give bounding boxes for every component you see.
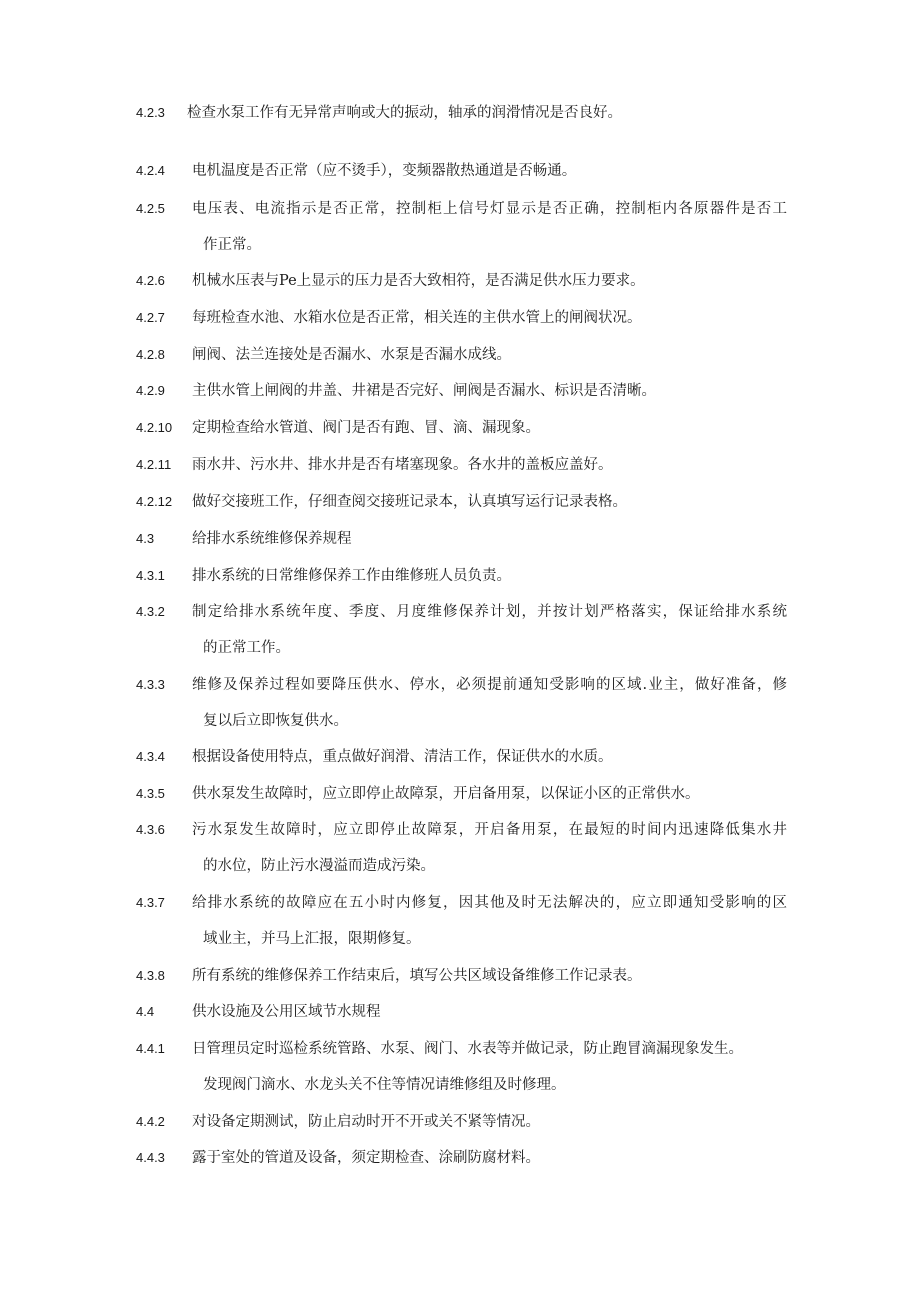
- clause-line: 电机温度是否正常（应不烫手），变频器散热通道是否畅通。: [192, 163, 577, 179]
- clause-number: 4.2.6: [136, 273, 165, 288]
- clause-line: 污水泵发生故障时，应立即停止故障泵，开启备用泵，在最短的时间内迅速降低集水井: [192, 822, 787, 838]
- section-number: 4.4: [136, 1004, 155, 1019]
- clause-line: 供水泵发生故障时，应立即停止故障泵，开启备用泵，以保证小区的正常供水。: [192, 786, 700, 802]
- clause-line: 根据设备使用特点，重点做好润滑、清洁工作，保证供水的水质。: [192, 749, 613, 765]
- clause-text: [192, 600, 787, 672]
- clause-line: 做好交接班工作，仔细查阅交接班记录本，认真填写运行记录表格。: [192, 494, 627, 510]
- clause-text: [192, 964, 787, 1000]
- clause-text: [192, 343, 787, 379]
- clause-text: [187, 101, 782, 137]
- clause-line: 所有系统的维修保养工作结束后，填写公共区域设备维修工作记录表。: [192, 968, 642, 984]
- clause-number: 4.3.1: [136, 568, 165, 583]
- clause-text: [192, 745, 787, 781]
- clause-line: 复以后立即恢复供水。: [203, 713, 348, 729]
- clause-line: 作正常。: [203, 237, 261, 253]
- clause-number: 4.4.2: [136, 1114, 165, 1129]
- section-number: 4.3: [136, 531, 155, 546]
- clause-line: 电压表、电流指示是否正常，控制柜上信号灯显示是否正确，控制柜内各原器件是否工: [192, 201, 787, 217]
- clause-text: [192, 1110, 787, 1146]
- clause-text: [192, 379, 787, 415]
- section-title: [192, 527, 787, 563]
- clause-number: 4.3.7: [136, 895, 165, 910]
- clause-line: 对设备定期测试，防止启动时开不开或关不紧等情况。: [192, 1114, 540, 1130]
- clause-number: 4.3.4: [136, 749, 165, 764]
- clause-text: [192, 416, 787, 452]
- clause-number: 4.3.3: [136, 677, 165, 692]
- clause-number: 4.2.12: [136, 494, 173, 509]
- clause-line: 的正常工作。: [203, 640, 290, 656]
- clause-number: 4.3.6: [136, 822, 165, 837]
- clause-number: 4.2.5: [136, 201, 165, 216]
- clause-line: 机械水压表与Pe上显示的压力是否大致相符，是否满足供水压力要求。: [192, 273, 645, 289]
- clause-line: 雨水井、污水井、排水井是否有堵塞现象。各水井的盖板应盖好。: [192, 457, 613, 473]
- clause-line: 给排水系统的故障应在五小时内修复，因其他及时无法解决的，应立即通知受影响的区: [192, 895, 787, 911]
- clause-number: 4.3.5: [136, 786, 165, 801]
- clause-number: 4.2.11: [136, 457, 172, 472]
- clause-line: 每班检查水池、水箱水位是否正常，相关连的主供水管上的闸阀状况。: [192, 310, 642, 326]
- clause-line: 主供水管上闸阀的井盖、井裙是否完好、闸阀是否漏水、标识是否清晰。: [192, 383, 656, 399]
- section-title: [192, 1000, 787, 1036]
- clause-text: [192, 197, 787, 269]
- clause-line: 定期检查给水管道、阀门是否有跑、冒、滴、漏现象。: [192, 420, 540, 436]
- clause-number: 4.2.9: [136, 383, 165, 398]
- clause-text: [192, 306, 787, 342]
- clause-number: 4.3.2: [136, 604, 165, 619]
- clause-number: 4.2.4: [136, 163, 165, 178]
- clause-line: 露于室处的管道及设备，须定期检查、涂刷防腐材料。: [192, 1150, 540, 1166]
- clause-line: 域业主，并马上汇报，限期修复。: [203, 931, 421, 947]
- clause-text: [192, 782, 787, 818]
- clause-text: [192, 673, 787, 745]
- clause-number: 4.2.7: [136, 310, 165, 325]
- clause-text: [192, 564, 787, 600]
- clause-line: 闸阀、法兰连接处是否漏水、水泵是否漏水成线。: [192, 347, 511, 363]
- clause-text: [192, 818, 787, 890]
- clause-line: 日管理员定时巡检系统管路、水泵、阀门、水表等并做记录，防止跑冒滴漏现象发生。: [192, 1041, 743, 1057]
- clause-text: [192, 453, 787, 489]
- clause-text: [192, 1146, 787, 1182]
- clause-line: 的水位，防止污水漫溢而造成污染。: [203, 858, 435, 874]
- clause-text: [192, 891, 787, 963]
- clause-text: [192, 269, 787, 305]
- clause-line: 维修及保养过程如要降压供水、停水，必须提前通知受影响的区域.业主，做好准备，修: [192, 677, 787, 693]
- clause-line: 给排水系统维修保养规程: [192, 531, 352, 547]
- clause-number: 4.2.8: [136, 347, 165, 362]
- clause-number: 4.4.1: [136, 1041, 165, 1056]
- clause-number: 4.2.3: [136, 105, 165, 120]
- clause-number: 4.3.8: [136, 968, 165, 983]
- clause-line: 排水系统的日常维修保养工作由维修班人员负责。: [192, 568, 511, 584]
- clause-text: [192, 490, 787, 526]
- clause-text: [192, 1037, 787, 1109]
- clause-line: 供水设施及公用区域节水规程: [192, 1004, 381, 1020]
- clause-text: [192, 159, 787, 195]
- clause-line: 检查水泵工作有无异常声响或大的振动，轴承的润滑情况是否良好。: [187, 105, 622, 121]
- clause-line: 制定给排水系统年度、季度、月度维修保养计划，并按计划严格落实，保证给排水系统: [192, 604, 787, 620]
- clause-number: 4.2.10: [136, 420, 173, 435]
- clause-line: 发现阀门滴水、水龙头关不住等情况请维修组及时修理。: [203, 1077, 566, 1093]
- clause-number: 4.4.3: [136, 1150, 165, 1165]
